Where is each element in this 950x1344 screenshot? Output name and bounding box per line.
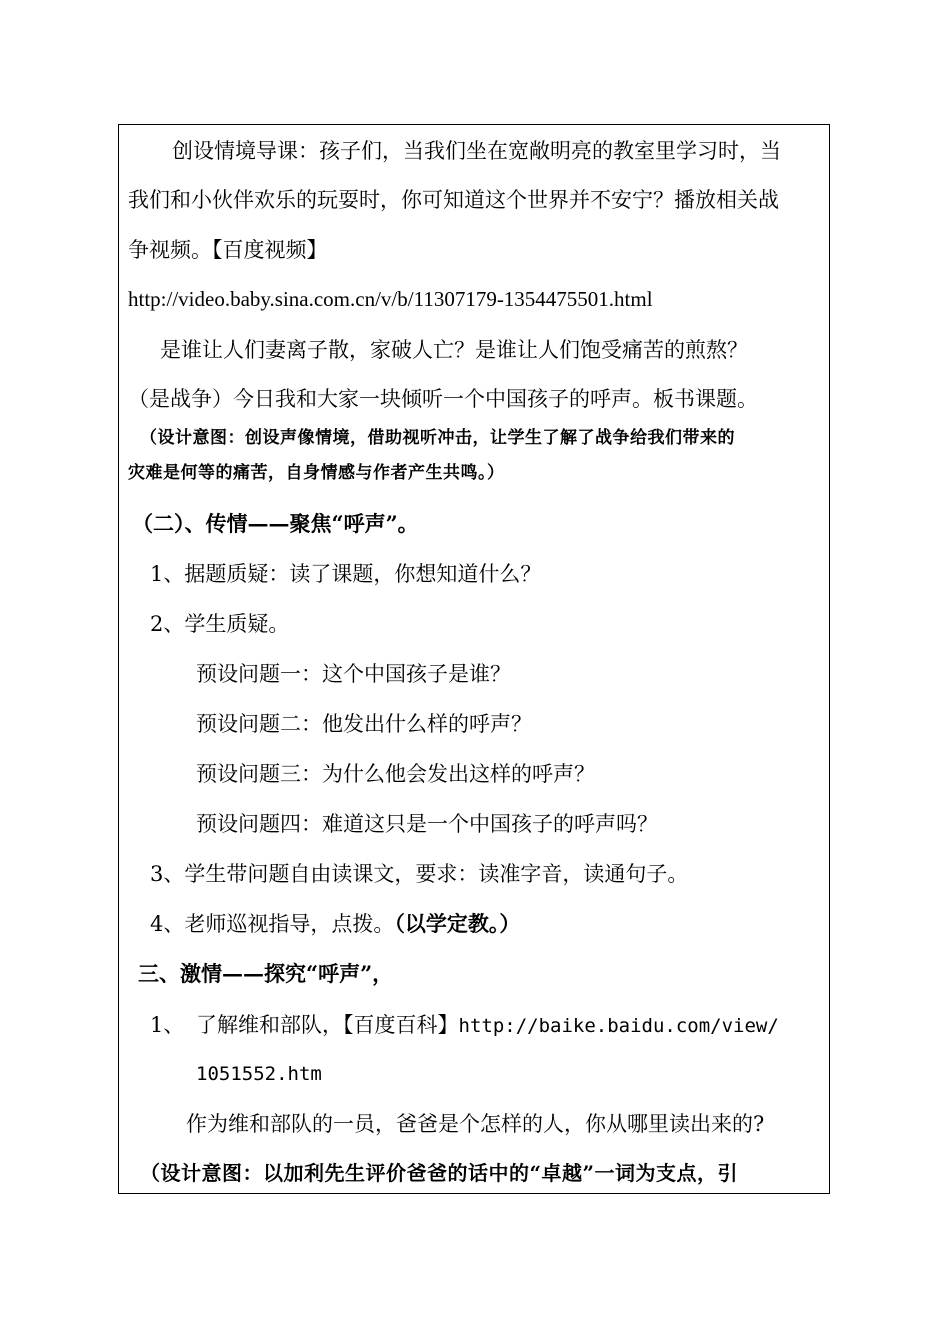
answer-line: （是战争）今日我和大家一块倾听一个中国孩子的呼声。板书课题。 (128, 387, 758, 411)
section-heading-2: （二）、传情——聚焦“呼声”。 (132, 511, 419, 536)
step-1: 1、据题质疑：读了课题，你想知道什么？ (150, 562, 542, 586)
step-4-text: 4、老师巡视指导，点拨。 (150, 912, 395, 936)
question-line: 是谁让人们妻离子散，家破人亡？是谁让人们饱受痛苦的煎熬？ (160, 338, 748, 362)
intro-line-2: 我们和小伙伴欢乐的玩耍时，你可知道这个世界并不安宁？播放相关战 (128, 188, 779, 212)
baike-link[interactable]: http://baike.baidu.com/view/ (458, 1015, 779, 1037)
video-link[interactable]: http://video.baby.sina.com.cn/v/b/11307179-1354475501.html (128, 287, 653, 311)
reading-question: 作为维和部队的一员，爸爸是个怎样的人，你从哪里读出来的? (186, 1112, 765, 1136)
step-2: 2、学生质疑。 (150, 612, 290, 636)
item-1 (196, 1010, 779, 1041)
preset-question-3: 预设问题三：为什么他会发出这样的呼声？ (196, 762, 595, 786)
baike-link-cont[interactable]: 1051552.htm (196, 1063, 322, 1085)
item-1-number: 1、 (150, 1013, 185, 1037)
design-note-2: （设计意图：以加利先生评价爸爸的话中的“卓越”一词为支点，引 (140, 1161, 739, 1185)
item-1-text: 了解维和部队，【百度百科】 (196, 1013, 459, 1037)
step-3: 3、学生带问题自由读课文，要求：读准字音，读通句子。 (150, 862, 689, 886)
intro-line-3: 争视频。【百度视频】 (128, 238, 328, 262)
preset-question-2: 预设问题二：他发出什么样的呼声？ (196, 712, 532, 736)
preset-question-1: 预设问题一：这个中国孩子是谁？ (196, 662, 511, 686)
step-4 (150, 909, 520, 939)
preset-question-4: 预设问题四：难道这只是一个中国孩子的呼声吗？ (196, 812, 658, 836)
design-note-1-line-1: （设计意图：创设声像情境，借助视听冲击，让学生了解了战争给我们带来的 (140, 428, 735, 448)
step-4-note: （以学定教。） (394, 911, 521, 936)
design-note-1-line-2: 灾难是何等的痛苦，自身情感与作者产生共鸣。） (128, 463, 505, 483)
intro-line-1: 创设情境导课：孩子们，当我们坐在宽敞明亮的教室里学习时，当 (172, 139, 781, 163)
section-heading-3: 三、激情——探究“呼声”， (138, 961, 394, 986)
